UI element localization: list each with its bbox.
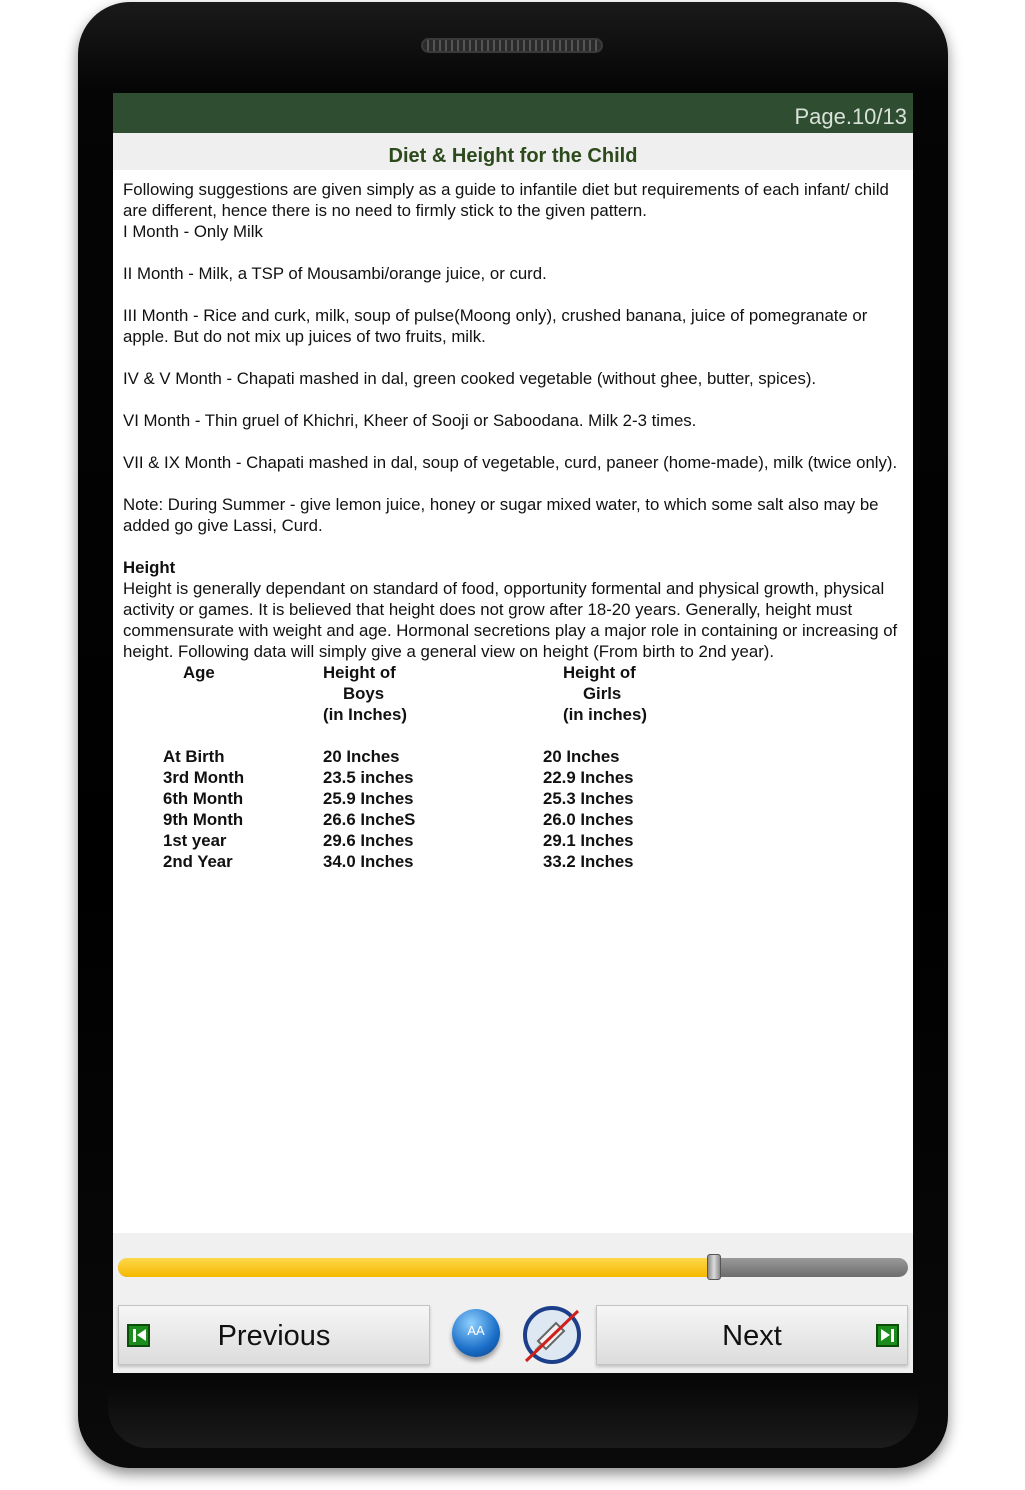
girls-height-cell: 25.3 Inches <box>543 789 634 808</box>
boys-header-line: Boys <box>343 684 385 703</box>
table-row <box>163 851 647 872</box>
boys-height-cell: 29.6 Inches <box>323 831 414 850</box>
next-button[interactable] <box>596 1305 908 1365</box>
height-heading: Height <box>123 558 176 577</box>
girls-height-cell: 20 Inches <box>543 747 620 766</box>
app-screen <box>113 93 913 1373</box>
age-cell: At Birth <box>163 747 225 766</box>
girls-height-cell: 29.1 Inches <box>543 831 634 850</box>
next-label: Next <box>722 1320 782 1352</box>
age-column-header: Age <box>183 663 215 682</box>
boys-header-line: Height of <box>323 663 396 682</box>
font-size-button[interactable] <box>452 1309 500 1357</box>
diet-note: Note: During Summer - give lemon juice, honey or sugar mixed water, to which some salt also may be added go give Lassi, Curd. <box>123 495 879 535</box>
boys-header-line: (in Inches) <box>323 705 407 724</box>
height-paragraph: Height is generally dependant on standard of food, opportunity formental and physical growth, physical activity or games. It is believed that height does not grow after 18-20 years. Generally, height must commensurate with weight and age. Hormonal secretions play a major role in containing or increasing of height. Following data will simply give a general view on height (From birth to 2nd year). <box>123 579 898 661</box>
age-cell: 3rd Month <box>163 768 245 787</box>
boys-height-cell: 26.6 IncheS <box>323 810 416 829</box>
speaker-grille <box>421 38 603 53</box>
girls-height-cell: 33.2 Inches <box>543 852 634 871</box>
table-row <box>163 809 647 830</box>
height-table <box>163 662 647 872</box>
age-cell: 2nd Year <box>163 852 233 871</box>
title-bar <box>113 133 913 170</box>
age-cell: 1st year <box>163 831 227 850</box>
table-row <box>163 830 647 851</box>
font-size-icon: AA <box>467 1323 485 1338</box>
page-slider-fill <box>118 1258 714 1277</box>
diet-item: VI Month - Thin gruel of Khichri, Kheer of Sooji or Saboodana. Milk 2-3 times. <box>123 411 697 430</box>
diet-item: IV & V Month - Chapati mashed in dal, green cooked vegetable (without ghee, butter, spices). <box>123 369 817 388</box>
age-cell: 6th Month <box>163 789 244 808</box>
table-row <box>163 788 647 809</box>
diet-item: III Month - Rice and curk, milk, soup of pulse(Moong only), crushed banana, juice of pomegranate or apple. But do not mix up juices of two fruits, milk. <box>123 306 868 346</box>
page-slider[interactable] <box>118 1258 908 1277</box>
boys-height-cell: 34.0 Inches <box>323 852 414 871</box>
table-header-row <box>163 662 647 725</box>
table-row <box>163 746 647 767</box>
diet-item: I Month - Only Milk <box>123 222 263 241</box>
age-cell: 9th Month <box>163 810 244 829</box>
girls-height-cell: 22.9 Inches <box>543 768 634 787</box>
speaker-muted-icon <box>518 1305 584 1365</box>
article-content <box>113 170 913 872</box>
girls-height-cell: 26.0 Inches <box>543 810 634 829</box>
previous-button[interactable] <box>118 1305 430 1365</box>
boys-height-cell: 20 Inches <box>323 747 400 766</box>
diet-item: II Month - Milk, a TSP of Mousambi/orange juice, or curd. <box>123 264 547 283</box>
boys-height-cell: 25.9 Inches <box>323 789 414 808</box>
header-bar <box>113 93 913 133</box>
boys-height-cell: 23.5 inches <box>323 768 414 787</box>
girls-header-line: Girls <box>583 684 622 703</box>
page-title: Diet & Height for the Child <box>388 145 638 167</box>
previous-label: Previous <box>217 1320 331 1352</box>
girls-header-line: Height of <box>563 663 636 682</box>
bottom-controls <box>113 1233 913 1373</box>
table-row <box>163 767 647 788</box>
intro-paragraph: Following suggestions are given simply as a guide to infantile diet but requirements of each infant/ child are different, hence there is no need to firmly stick to the given pattern. <box>123 180 889 220</box>
page-indicator: Page.10/13 <box>794 104 907 129</box>
page-slider-thumb[interactable] <box>707 1254 721 1280</box>
speaker-toggle-button[interactable] <box>518 1305 584 1365</box>
last-page-icon <box>876 1324 899 1347</box>
diet-item: VII & IX Month - Chapati mashed in dal, soup of vegetable, curd, paneer (home-made), milk (twice only). <box>123 453 898 472</box>
girls-header-line: (in inches) <box>563 705 647 724</box>
